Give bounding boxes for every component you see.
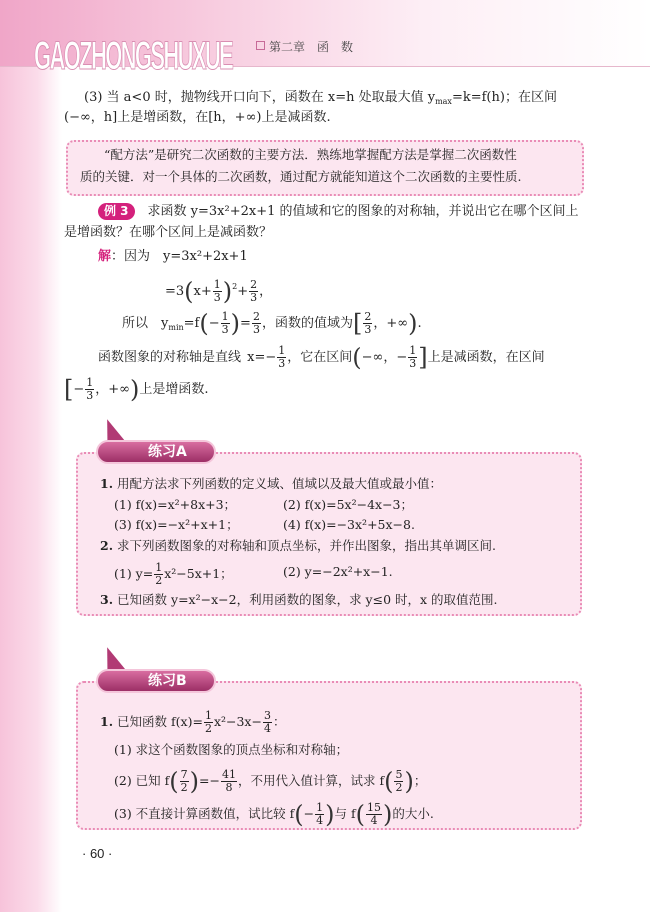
solution-line3: 所以 $y_{min}=f(-$ $\frac{1}{3}$ )= $\frac{2}{3}$ ，函数的值域为[ $\frac{2}{3}$ ，+∞). (122, 309, 422, 338)
chapter-title (256, 38, 353, 55)
series-logo: GAOZHONGSHUXUE (34, 34, 233, 78)
practice-a-q1-2: (2) f(x)=5x²−4x−3； (283, 497, 413, 512)
solution-line2: =3(x+ $\frac{1}{3}$ )$^2$+ $\frac{2}{3}$ ， (165, 277, 273, 306)
example-badge: 例 3 (98, 203, 135, 220)
practice-b-badge: 练习B (96, 669, 216, 693)
practice-b-q1-3: (3) 不直接计算函数值，试比较 f(− $\frac{1}{4}$ )与 f( $\frac{15}{4}$ )的大小. (114, 800, 434, 829)
square-bullet-icon (256, 41, 265, 50)
tip-line1: “配方法”是研究二次函数的主要方法．熟练地掌握配方法是掌握二次函数性 (104, 147, 517, 162)
practice-a-q2: 2. 求下列函数图象的对称轴和顶点坐标，并作出图象，指出其单调区间. (100, 538, 497, 553)
para3-line1: (3) 当 a<0 时，抛物线开口向下，函数在 x=h 处取最大值 $y_{max}=k=f(h)$；在区间 (84, 90, 557, 106)
practice-b-q1: 1. 已知函数 f(x)= $\frac{1}{2}$ x²−3x− $\frac{3}{4}$ ： (100, 709, 286, 735)
practice-a-q1-3: (3) f(x)=−x²+x+1； (114, 517, 239, 532)
practice-a-q2-2: (2) y=−2x²+x−1. (283, 564, 393, 579)
practice-a-q3: 3. 已知函数 y=x²−x−2，利用函数的图象，求 y≤0 时，x 的取值范围. (100, 592, 498, 607)
left-margin-decoration (0, 0, 62, 912)
para3-line2: (−∞，h]上是增函数，在[h，+∞)上是减函数. (64, 110, 331, 125)
example-line2: 是增函数？在哪个区间上是减函数？ (64, 225, 273, 240)
example-line1: 例 3 求函数 y=3x²+2x+1 的值域和它的图象的对称轴，并说出它在哪个区间上 (98, 202, 579, 222)
solution-line1: 解：因为 y=3x²+2x+1 (98, 249, 248, 264)
practice-a-q1-1: (1) f(x)=x²+8x+3； (114, 497, 237, 512)
practice-b-q1-1: (1) 求这个函数图象的顶点坐标和对称轴； (114, 742, 349, 757)
practice-a-badge: 练习A (96, 440, 216, 464)
practice-a-q1: 1. 用配方法求下列函数的定义域、值域以及最大值或最小值： (100, 476, 443, 491)
practice-b-q1-2: (2) 已知 f( $\frac{7}{2}$ )=− $\frac{41}{8}$ ，不用代入值计算，试求 f( $\frac{5}{2}$ )； (114, 767, 427, 796)
chapter-title-text: 第二章 函 数 (269, 40, 354, 54)
page-number: · 60 · (82, 846, 113, 861)
tip-line2: 质的关键．对一个具体的二次函数，通过配方就能知道这个二次函数的主要性质. (80, 169, 522, 184)
practice-a-q2-1: (1) y= $\frac{1}{2}$ x²−5x+1； (114, 561, 233, 587)
practice-a-q1-4: (4) f(x)=−3x²+5x−8. (283, 517, 415, 532)
symmetry-line: 函数图象的对称轴是直线 x=− $\frac{1}{3}$ ，它在区间(−∞，− $\frac{1}{3}$ ]上是减函数，在区间 (98, 343, 545, 372)
increasing-interval-line: [− $\frac{1}{3}$ ，+∞)上是增函数. (64, 375, 209, 404)
